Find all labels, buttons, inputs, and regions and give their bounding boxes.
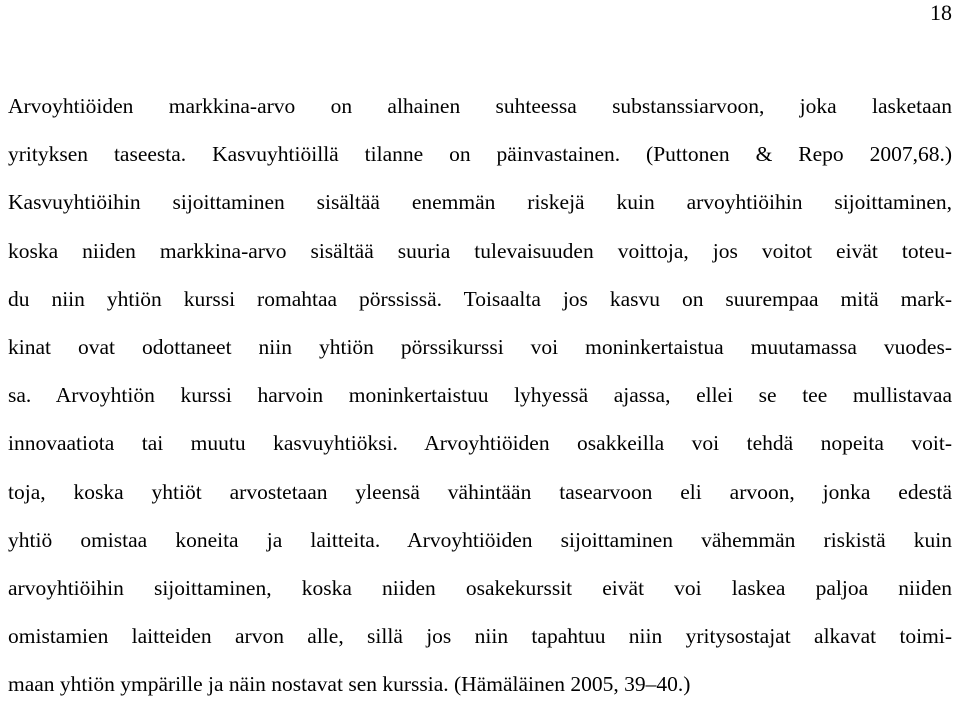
text-line: koska niiden markkina-arvo sisältää suuria tulevaisuuden voittoja, jos voitot eivät toteu-: [8, 238, 952, 263]
text-line: du niin yhtiön kurssi romahtaa pörssissä. Toisaalta jos kasvu on suurempaa mitä mark-: [8, 286, 952, 311]
text-line: kinat ovat odottaneet niin yhtiön pörssikurssi voi moninkertaistua muutamassa vuodes-: [8, 334, 952, 359]
page-number: 18: [930, 0, 952, 25]
text-line: yrityksen taseesta. Kasvuyhtiöillä tilanne on päinvastainen. (Puttonen & Repo 2007,68.): [8, 142, 952, 167]
text-line: Kasvuyhtiöihin sijoittaminen sisältää enemmän riskejä kuin arvoyhtiöihin sijoittaminen,: [8, 190, 952, 215]
text-line-last: maan yhtiön ympärille ja näin nostavat sen kurssia. (Hämäläinen 2005, 39–40.): [8, 672, 691, 697]
text-line: Arvoyhtiöiden markkina-arvo on alhainen suhteessa substanssiarvoon, joka lasketaan: [8, 94, 952, 118]
text-line: toja, koska yhtiöt arvostetaan yleensä vähintään tasearvoon eli arvoon, jonka edestä: [8, 479, 952, 504]
text-line: sa. Arvoyhtiön kurssi harvoin moninkertaistuu lyhyessä ajassa, ellei se tee mullistavaa: [8, 383, 952, 408]
text-line: innovaatiota tai muutu kasvuyhtiöksi. Arvoyhtiöiden osakkeilla voi tehdä nopeita voit-: [8, 431, 952, 456]
text-line: omistamien laitteiden arvon alle, sillä jos niin tapahtuu niin yritysostajat alkavat toimi-: [8, 624, 952, 649]
body-paragraph: [8, 82, 952, 708]
text-line: yhtiö omistaa koneita ja laitteita. Arvoyhtiöiden sijoittaminen vähemmän riskistä kuin: [8, 527, 952, 552]
text-line: arvoyhtiöihin sijoittaminen, koska niiden osakekurssit eivät voi laskea paljoa niiden: [8, 575, 952, 600]
